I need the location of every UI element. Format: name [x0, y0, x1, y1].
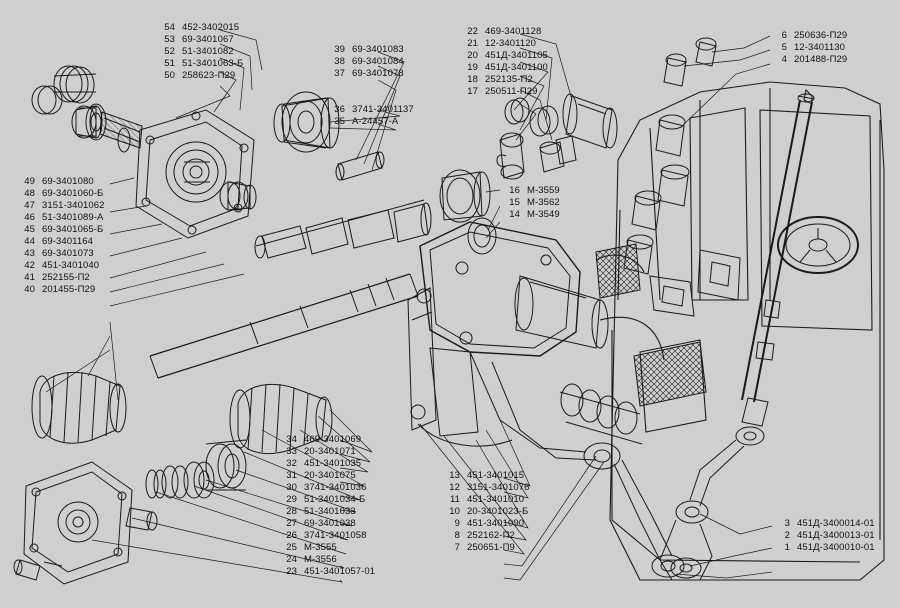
part-code: 12-3401120 [485, 38, 537, 49]
part-code: 250636-П29 [794, 30, 848, 41]
bellows-boot-left [32, 372, 126, 443]
part-label [282, 494, 375, 506]
part-number: 22 [467, 26, 478, 37]
part-code: 51-3401089-А [42, 212, 104, 223]
bottom-right-column [775, 518, 875, 554]
left-bearing-stack [32, 66, 142, 152]
left-column [20, 176, 104, 296]
part-code: 69-3401067 [182, 34, 234, 45]
part-code: 451Д-3400014-01 [797, 518, 875, 529]
part-code: 51-3401063-Б [182, 58, 244, 69]
part-label [775, 542, 875, 554]
part-number: 17 [467, 86, 478, 97]
part-code: 250651-П9 [467, 542, 515, 553]
part-label [463, 50, 548, 62]
part-code: 69-3401164 [42, 236, 94, 247]
part-number: 7 [454, 542, 460, 553]
part-label [20, 224, 104, 236]
part-label [775, 530, 875, 542]
part-number: 36 [334, 104, 345, 115]
part-number: 44 [24, 236, 35, 247]
part-label [463, 62, 548, 74]
part-number: 38 [334, 56, 345, 67]
part-code: 69-3401084 [352, 56, 404, 67]
part-label [160, 22, 243, 34]
top-right-column [772, 30, 847, 66]
part-code: 69-3401065-Б [42, 224, 104, 235]
part-code: 451Д-3400010-01 [797, 542, 875, 553]
part-label [20, 248, 104, 260]
part-code: 51-3401034-Б [304, 494, 366, 505]
part-label [772, 42, 847, 54]
part-number: 23 [286, 566, 297, 577]
part-code: 69-3401060-Б [42, 188, 104, 199]
part-label [282, 434, 375, 446]
part-label [160, 46, 243, 58]
part-label [445, 542, 529, 554]
center-small-column [505, 185, 560, 221]
part-number: 26 [286, 530, 297, 541]
part-number: 51 [164, 58, 175, 69]
part-number: 47 [24, 200, 35, 211]
part-label [463, 86, 548, 98]
part-code: 51-3401033 [304, 506, 356, 517]
part-number: 42 [24, 260, 35, 271]
part-number: 27 [286, 518, 297, 529]
part-label [445, 518, 529, 530]
bottom-center-column [445, 470, 529, 554]
top-center-column [463, 26, 548, 98]
part-code: 20-3401023-Б [467, 506, 529, 517]
part-number: 1 [784, 542, 790, 553]
part-number: 53 [164, 34, 175, 45]
part-number: 9 [454, 518, 460, 529]
part-code: 451-3401035 [304, 458, 362, 469]
top-middle-column [330, 44, 404, 80]
shaft-segments [255, 200, 431, 258]
part-code: М-3549 [527, 209, 560, 220]
part-label [445, 494, 529, 506]
part-number: 50 [164, 70, 175, 81]
part-number: 10 [449, 506, 460, 517]
part-code: М-3559 [527, 185, 560, 196]
part-number: 34 [286, 434, 297, 445]
part-code: 451-3401015 [467, 470, 525, 481]
part-label [330, 44, 404, 56]
part-number: 8 [454, 530, 460, 541]
part-number: 15 [509, 197, 520, 208]
part-code: 250511-П29 [485, 86, 538, 97]
part-label [20, 284, 104, 296]
part-code: М-3556 [304, 554, 337, 565]
part-code: 3741-3401036 [304, 482, 367, 493]
part-label [463, 26, 548, 38]
part-number: 19 [467, 62, 478, 73]
part-number: 3 [784, 518, 790, 529]
part-number: 41 [24, 272, 35, 283]
part-number: 25 [286, 542, 297, 553]
part-code: 69-3401080 [42, 176, 94, 187]
part-number: 37 [334, 68, 345, 79]
top-middle-lower-column [330, 104, 414, 128]
part-number: 6 [781, 30, 787, 41]
pin-rod [336, 152, 384, 180]
part-label [772, 54, 847, 66]
part-number: 20 [467, 50, 478, 61]
part-label [20, 176, 104, 188]
part-code: 201488-П29 [794, 54, 848, 65]
part-code: 451Д-3401100 [485, 62, 548, 73]
bottom-middle-column [282, 434, 375, 578]
part-label [282, 446, 375, 458]
part-label [282, 482, 375, 494]
part-code: 3151-3401076 [467, 482, 530, 493]
part-label [282, 530, 375, 542]
part-number: 46 [24, 212, 35, 223]
part-code: М-3555 [304, 542, 337, 553]
part-label [330, 116, 414, 128]
part-code: 12-3401130 [794, 42, 846, 53]
part-code: 252155-П2 [42, 272, 90, 283]
part-code: 3151-3401062 [42, 200, 105, 211]
part-label [20, 260, 104, 272]
part-number: 49 [24, 176, 35, 187]
part-number: 48 [24, 188, 35, 199]
part-code: 20-3401075 [304, 470, 356, 481]
part-number: 4 [781, 54, 787, 65]
part-number: 12 [449, 482, 460, 493]
part-number: 21 [467, 38, 478, 49]
flange-plate-lower-left [14, 462, 132, 584]
part-label [20, 200, 104, 212]
gearbox-cover-left [136, 110, 254, 238]
part-code: 451-3401040 [42, 260, 100, 271]
part-label [772, 30, 847, 42]
part-label [330, 104, 414, 116]
part-code: А-24457-А [352, 116, 399, 127]
main-steering-shaft [150, 274, 418, 378]
part-label [505, 197, 560, 209]
part-code: 469-3401069 [304, 434, 362, 445]
part-label [775, 518, 875, 530]
part-code: 69-3401073 [42, 248, 94, 259]
part-number: 5 [781, 42, 787, 53]
part-code: 451Д-3401105 [485, 50, 548, 61]
part-number: 18 [467, 74, 478, 85]
part-code: 258623-П29 [182, 70, 236, 81]
part-label [282, 470, 375, 482]
part-number: 35 [334, 116, 345, 127]
part-label [20, 212, 104, 224]
part-code: 451-3401010 [467, 494, 525, 505]
part-code: 201455-П29 [42, 284, 96, 295]
part-label [330, 56, 404, 68]
part-number: 16 [509, 185, 520, 196]
part-code: 20-3401071 [304, 446, 356, 457]
part-label [463, 74, 548, 86]
part-code: М-3562 [527, 197, 560, 208]
part-number: 33 [286, 446, 297, 457]
part-number: 45 [24, 224, 35, 235]
part-label [282, 554, 375, 566]
part-label [282, 458, 375, 470]
part-label [445, 506, 529, 518]
part-number: 29 [286, 494, 297, 505]
part-code: 69-3401038 [304, 518, 356, 529]
part-label [463, 38, 548, 50]
part-code: 51-3401082 [182, 46, 234, 57]
part-label [160, 34, 243, 46]
part-number: 40 [24, 284, 35, 295]
part-number: 43 [24, 248, 35, 259]
part-number: 24 [286, 554, 297, 565]
part-label [20, 188, 104, 200]
part-number: 54 [164, 22, 175, 33]
part-number: 2 [784, 530, 790, 541]
part-code: 451-3401057-01 [304, 566, 376, 577]
part-label [282, 542, 375, 554]
part-number: 13 [449, 470, 460, 481]
cab-body-outline [596, 82, 884, 580]
part-code: 469-3401128 [485, 26, 542, 37]
part-code: 451-3401090 [467, 518, 525, 529]
part-number: 11 [449, 494, 460, 505]
part-label [330, 68, 404, 80]
part-label [445, 530, 529, 542]
part-number: 52 [164, 46, 175, 57]
part-label [505, 185, 560, 197]
part-label [282, 506, 375, 518]
top-left-column [160, 22, 243, 82]
part-number: 39 [334, 44, 345, 55]
part-label [160, 70, 243, 82]
part-code: 252162-П2 [467, 530, 515, 541]
part-label [160, 58, 243, 70]
part-label [282, 566, 375, 578]
part-label [20, 272, 104, 284]
part-number: 32 [286, 458, 297, 469]
part-code: 452-3402015 [182, 22, 240, 33]
part-label [505, 209, 560, 221]
part-number: 28 [286, 506, 297, 517]
part-code: 252135-П2 [485, 74, 533, 85]
part-code: 451Д-3400013-01 [797, 530, 875, 541]
part-label [445, 470, 529, 482]
part-code: 3741-3401137 [352, 104, 414, 115]
part-label [445, 482, 529, 494]
part-code: 69-3401083 [352, 44, 404, 55]
part-code: 3741-3401058 [304, 530, 367, 541]
part-number: 14 [509, 209, 520, 220]
part-label [20, 236, 104, 248]
part-code: 69-3401078 [352, 68, 404, 79]
part-label [282, 518, 375, 530]
part-number: 31 [286, 470, 297, 481]
part-number: 30 [286, 482, 297, 493]
washer-stack-lower [146, 440, 246, 498]
